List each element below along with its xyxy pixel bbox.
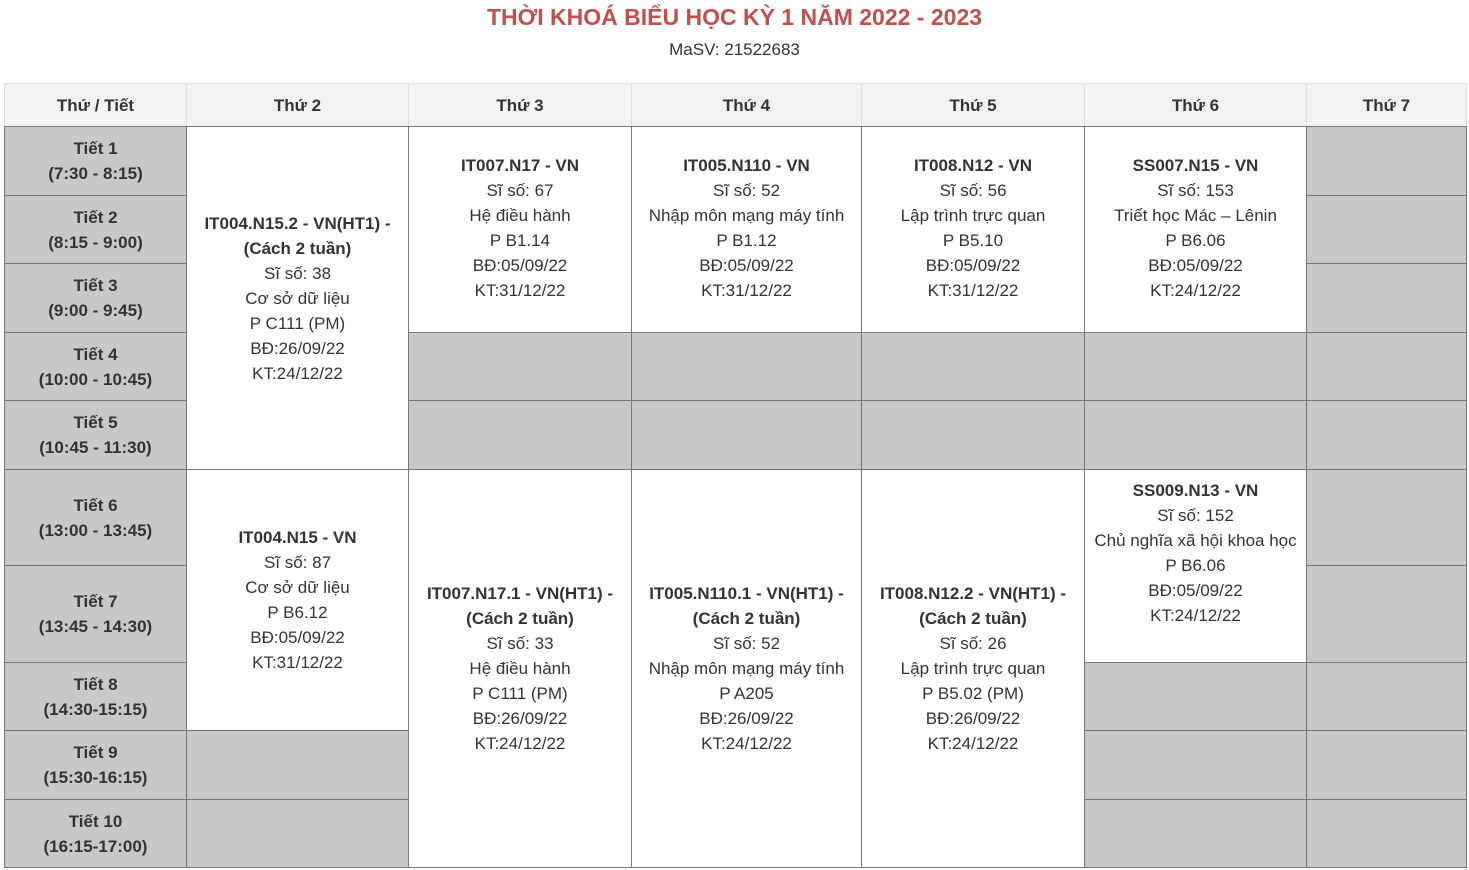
empty-cell (187, 800, 409, 868)
period-cell: Tiết 10 (16:15-17:00) (5, 800, 187, 868)
header-tue: Thứ 3 (409, 84, 632, 127)
empty-cell (1085, 401, 1307, 470)
empty-cell (862, 401, 1085, 470)
timetable (4, 83, 1467, 868)
empty-cell (1307, 800, 1467, 868)
course-cell[interactable]: IT005.N110.1 - VN(HT1) - (Cách 2 tuần) Sĩ số: 52 Nhập môn mạng máy tính P A205 BĐ:26/09/22 KT:24/12/22 (632, 470, 862, 868)
empty-cell (1307, 196, 1467, 264)
page-title: THỜI KHOÁ BIỂU HỌC KỲ 1 NĂM 2022 - 2023 (486, 4, 983, 30)
course-cell[interactable]: IT005.N110 - VN Sĩ số: 52 Nhập môn mạng máy tính P B1.12 BĐ:05/09/22 KT:31/12/22 (632, 127, 862, 333)
period-cell: Tiết 7 (13:45 - 14:30) (5, 566, 187, 663)
course-cell[interactable]: SS009.N13 - VN Sĩ số: 152 Chủ nghĩa xã hội khoa học P B6.06 BĐ:05/09/22 KT:24/12/22 (1085, 470, 1307, 663)
period-cell: Tiết 4 (10:00 - 10:45) (5, 333, 187, 401)
empty-cell (409, 333, 632, 401)
header-wed: Thứ 4 (632, 84, 862, 127)
period-cell: Tiết 1 (7:30 - 8:15) (5, 127, 187, 196)
table-row (5, 127, 1467, 196)
empty-cell (1307, 401, 1467, 470)
empty-cell (1307, 566, 1467, 663)
period-cell: Tiết 2 (8:15 - 9:00) (5, 196, 187, 264)
course-cell[interactable]: IT008.N12 - VN Sĩ số: 56 Lập trình trực quan P B5.10 BĐ:05/09/22 KT:31/12/22 (862, 127, 1085, 333)
period-cell: Tiết 6 (13:00 - 13:45) (5, 470, 187, 566)
period-cell: Tiết 3 (9:00 - 9:45) (5, 264, 187, 333)
course-cell[interactable]: IT008.N12.2 - VN(HT1) - (Cách 2 tuần) Sĩ số: 26 Lập trình trực quan P B5.02 (PM) BĐ:26/09/22 KT:24/12/22 (862, 470, 1085, 868)
header-fri: Thứ 6 (1085, 84, 1307, 127)
period-cell: Tiết 9 (15:30-16:15) (5, 731, 187, 800)
table-row (5, 470, 1467, 566)
empty-cell (409, 401, 632, 470)
header-sat: Thứ 7 (1307, 84, 1467, 127)
header-period: Thứ / Tiết (5, 84, 187, 127)
empty-cell (1307, 333, 1467, 401)
course-cell[interactable]: IT007.N17.1 - VN(HT1) - (Cách 2 tuần) Sĩ số: 33 Hệ điều hành P C111 (PM) BĐ:26/09/22 KT:24/12/22 (409, 470, 632, 868)
student-id: MaSV: 21522683 (669, 40, 800, 59)
empty-cell (1085, 663, 1307, 731)
period-cell: Tiết 8 (14:30-15:15) (5, 663, 187, 731)
empty-cell (632, 333, 862, 401)
period-cell: Tiết 5 (10:45 - 11:30) (5, 401, 187, 470)
empty-cell (1307, 470, 1467, 566)
empty-cell (187, 731, 409, 800)
course-cell[interactable]: IT004.N15 - VN Sĩ số: 87 Cơ sở dữ liệu P B6.12 BĐ:05/09/22 KT:31/12/22 (187, 470, 409, 731)
empty-cell (1085, 800, 1307, 868)
empty-cell (1307, 264, 1467, 333)
empty-cell (1085, 731, 1307, 800)
course-cell[interactable]: IT007.N17 - VN Sĩ số: 67 Hệ điều hành P B1.14 BĐ:05/09/22 KT:31/12/22 (409, 127, 632, 333)
empty-cell (632, 401, 862, 470)
course-cell[interactable]: SS007.N15 - VN Sĩ số: 153 Triết học Mác – Lênin P B6.06 BĐ:05/09/22 KT:24/12/22 (1085, 127, 1307, 333)
empty-cell (1307, 127, 1467, 196)
header-thu: Thứ 5 (862, 84, 1085, 127)
empty-cell (1085, 333, 1307, 401)
header-row (5, 84, 1467, 127)
empty-cell (1307, 663, 1467, 731)
empty-cell (862, 333, 1085, 401)
empty-cell (1307, 731, 1467, 800)
header-mon: Thứ 2 (187, 84, 409, 127)
course-cell[interactable]: IT004.N15.2 - VN(HT1) - (Cách 2 tuần) Sĩ số: 38 Cơ sở dữ liệu P C111 (PM) BĐ:26/09/22 KT:24/12/22 (187, 127, 409, 470)
